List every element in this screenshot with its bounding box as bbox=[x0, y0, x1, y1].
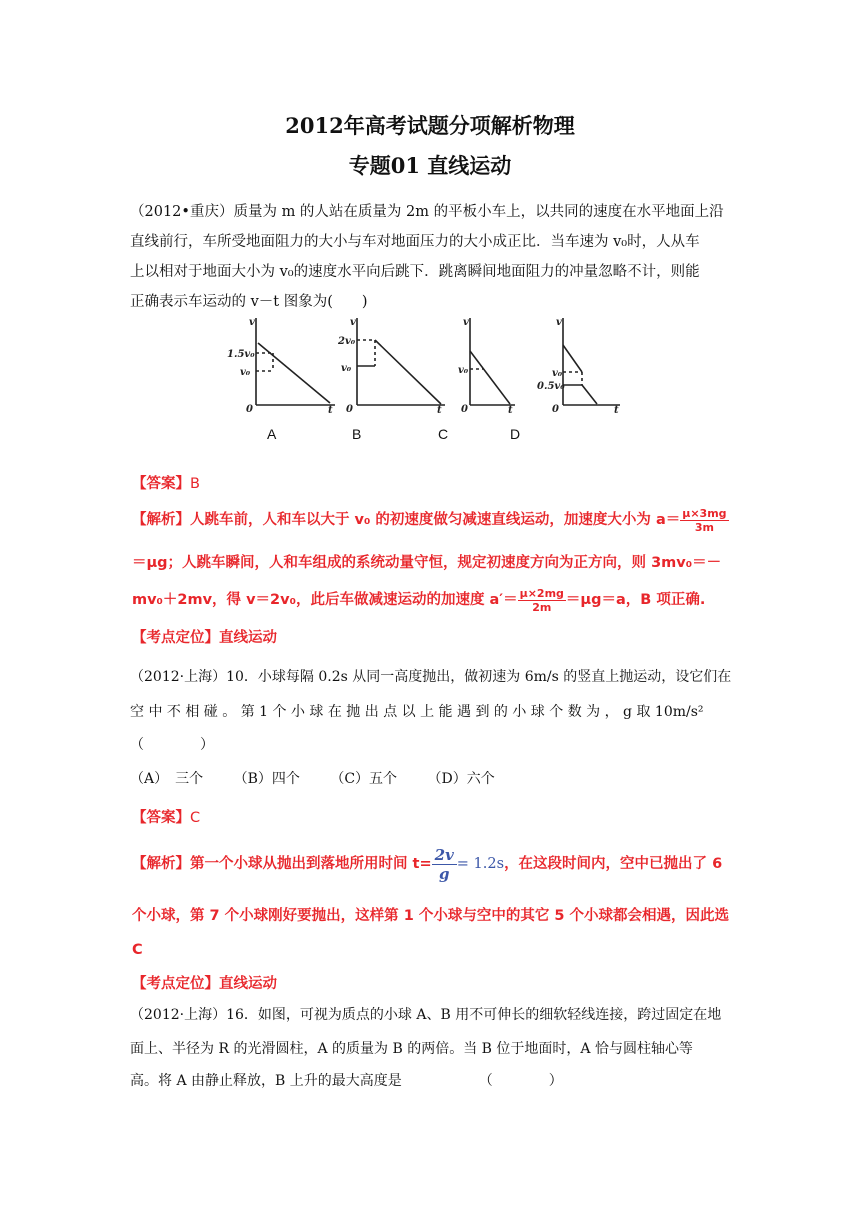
graph-a bbox=[256, 318, 335, 405]
axis-t-c: t bbox=[508, 405, 513, 416]
q2-analysis-line-2: 个小球，第 7 个小球刚好要抛出，这样第 1 个小球与空中的其它 5 个小球都会相遇，因此选 bbox=[132, 908, 730, 924]
q1-analysis-line-3: mv₀＋2mv，得 v＝2v₀，此后车做减速运动的加速度 a′＝ $\frac{\mu\times 2mg}{2m}$ ＝μg＝a，B 项正确. bbox=[132, 586, 706, 614]
origin-d: 0 bbox=[552, 404, 559, 415]
option-d: （D）六个 bbox=[427, 771, 495, 787]
q3-line-2: 面上、半径为 R 的光滑圆柱，A 的质量为 B 的两倍。当 B 位于地面时，A 恰与圆柱轴心等 bbox=[130, 1041, 693, 1057]
graph-label-a: A bbox=[267, 426, 277, 442]
origin-a: 0 bbox=[246, 404, 253, 415]
tick-b-2: v₀ bbox=[341, 363, 352, 374]
tick-d-2: 0.5v₀ bbox=[537, 381, 565, 392]
axis-t-d: t bbox=[614, 405, 619, 416]
graph-c bbox=[470, 318, 515, 405]
q1-analysis-line-2: ＝μg；人跳车瞬间，人和车组成的系统动量守恒，规定初速度方向为正方向，则 3mv₀＝－ bbox=[132, 555, 722, 571]
option-b: （B）四个 bbox=[233, 771, 300, 787]
q1-point: 【考点定位】直线运动 bbox=[132, 630, 277, 646]
option-c: （C）五个 bbox=[330, 771, 398, 787]
q1-answer: 【答案】B bbox=[132, 476, 200, 492]
q1-line-1: （2012•重庆）质量为 m 的人站在质量为 2m 的平板小车上，以共同的速度在水平地面上沿 bbox=[130, 204, 724, 220]
graph-label-d: D bbox=[510, 426, 521, 442]
page-subtitle: 专题01 直线运动 bbox=[348, 153, 512, 178]
axis-v-d: v bbox=[556, 317, 562, 328]
q2-line-1: （2012·上海）10．小球每隔 0.2s 从同一高度抛出，做初速为 6m/s 的竖直上抛运动，设它们在 bbox=[130, 669, 732, 685]
q3-line-3: 高。将 A 由静止释放，B 上升的最大高度是 （ ） bbox=[130, 1073, 563, 1089]
origin-c: 0 bbox=[461, 404, 468, 415]
option-a: （A） 三个 bbox=[130, 771, 204, 787]
graph-d bbox=[563, 318, 620, 405]
graph-b bbox=[357, 318, 445, 405]
q3-line-1: （2012·上海）16．如图，可视为质点的小球 A、B 用不可伸长的细软轻线连接，跨过固定在地 bbox=[130, 1007, 722, 1023]
q1-line-3: 上以相对于地面大小为 v₀的速度水平向后跳下．跳离瞬间地面阻力的冲量忽略不计，则能 bbox=[130, 264, 700, 280]
page-title: 2012年高考试题分项解析物理 bbox=[285, 113, 575, 138]
q1-line-4: 正确表示车运动的 v－t 图象为( ) bbox=[130, 294, 368, 310]
graph-label-c: C bbox=[438, 426, 449, 442]
axis-t-b: t bbox=[437, 405, 442, 416]
q2-analysis-line-3: C bbox=[132, 942, 143, 958]
q2-point: 【考点定位】直线运动 bbox=[132, 976, 277, 992]
axis-v-b: v bbox=[350, 317, 356, 328]
q2-line-3: （ ） bbox=[130, 737, 214, 753]
axis-v-c: v bbox=[463, 317, 469, 328]
axis-t-a: t bbox=[328, 405, 333, 416]
axis-v-a: v bbox=[249, 317, 255, 328]
q2-analysis-line-1: 【解析】第一个小球从抛出到落地所用时间 t= $\frac{2v}{g}$ = 1.2s，在这段时间内，空中已抛出了 6 bbox=[132, 845, 723, 883]
q2-answer: 【答案】C bbox=[132, 810, 201, 826]
q2-options bbox=[130, 768, 521, 788]
q2-line-2: 空 中 不 相 碰 。 第 1 个 小 球 在 抛 出 点 以 上 能 遇 到 的 小 球 个 数 为 ， g 取 10m/s² bbox=[130, 704, 704, 720]
vt-graph-options bbox=[225, 313, 625, 448]
tick-a-1: 1.5v₀ bbox=[227, 349, 255, 360]
graph-label-b: B bbox=[352, 426, 362, 442]
tick-a-2: v₀ bbox=[240, 367, 251, 378]
q1-line-2: 直线前行，车所受地面阻力的大小与车对地面压力的大小成正比．当车速为 v₀时，人从车 bbox=[130, 234, 700, 250]
tick-d-1: v₀ bbox=[552, 368, 563, 379]
origin-b: 0 bbox=[346, 404, 353, 415]
tick-b-1: 2v₀ bbox=[338, 336, 356, 347]
tick-c-1: v₀ bbox=[458, 365, 469, 376]
q1-analysis-line-1: 【解析】人跳车前，人和车以大于 v₀ 的初速度做匀减速直线运动，加速度大小为 a＝ $\frac{\mu\times 3mg}{3m}$ bbox=[132, 506, 727, 534]
